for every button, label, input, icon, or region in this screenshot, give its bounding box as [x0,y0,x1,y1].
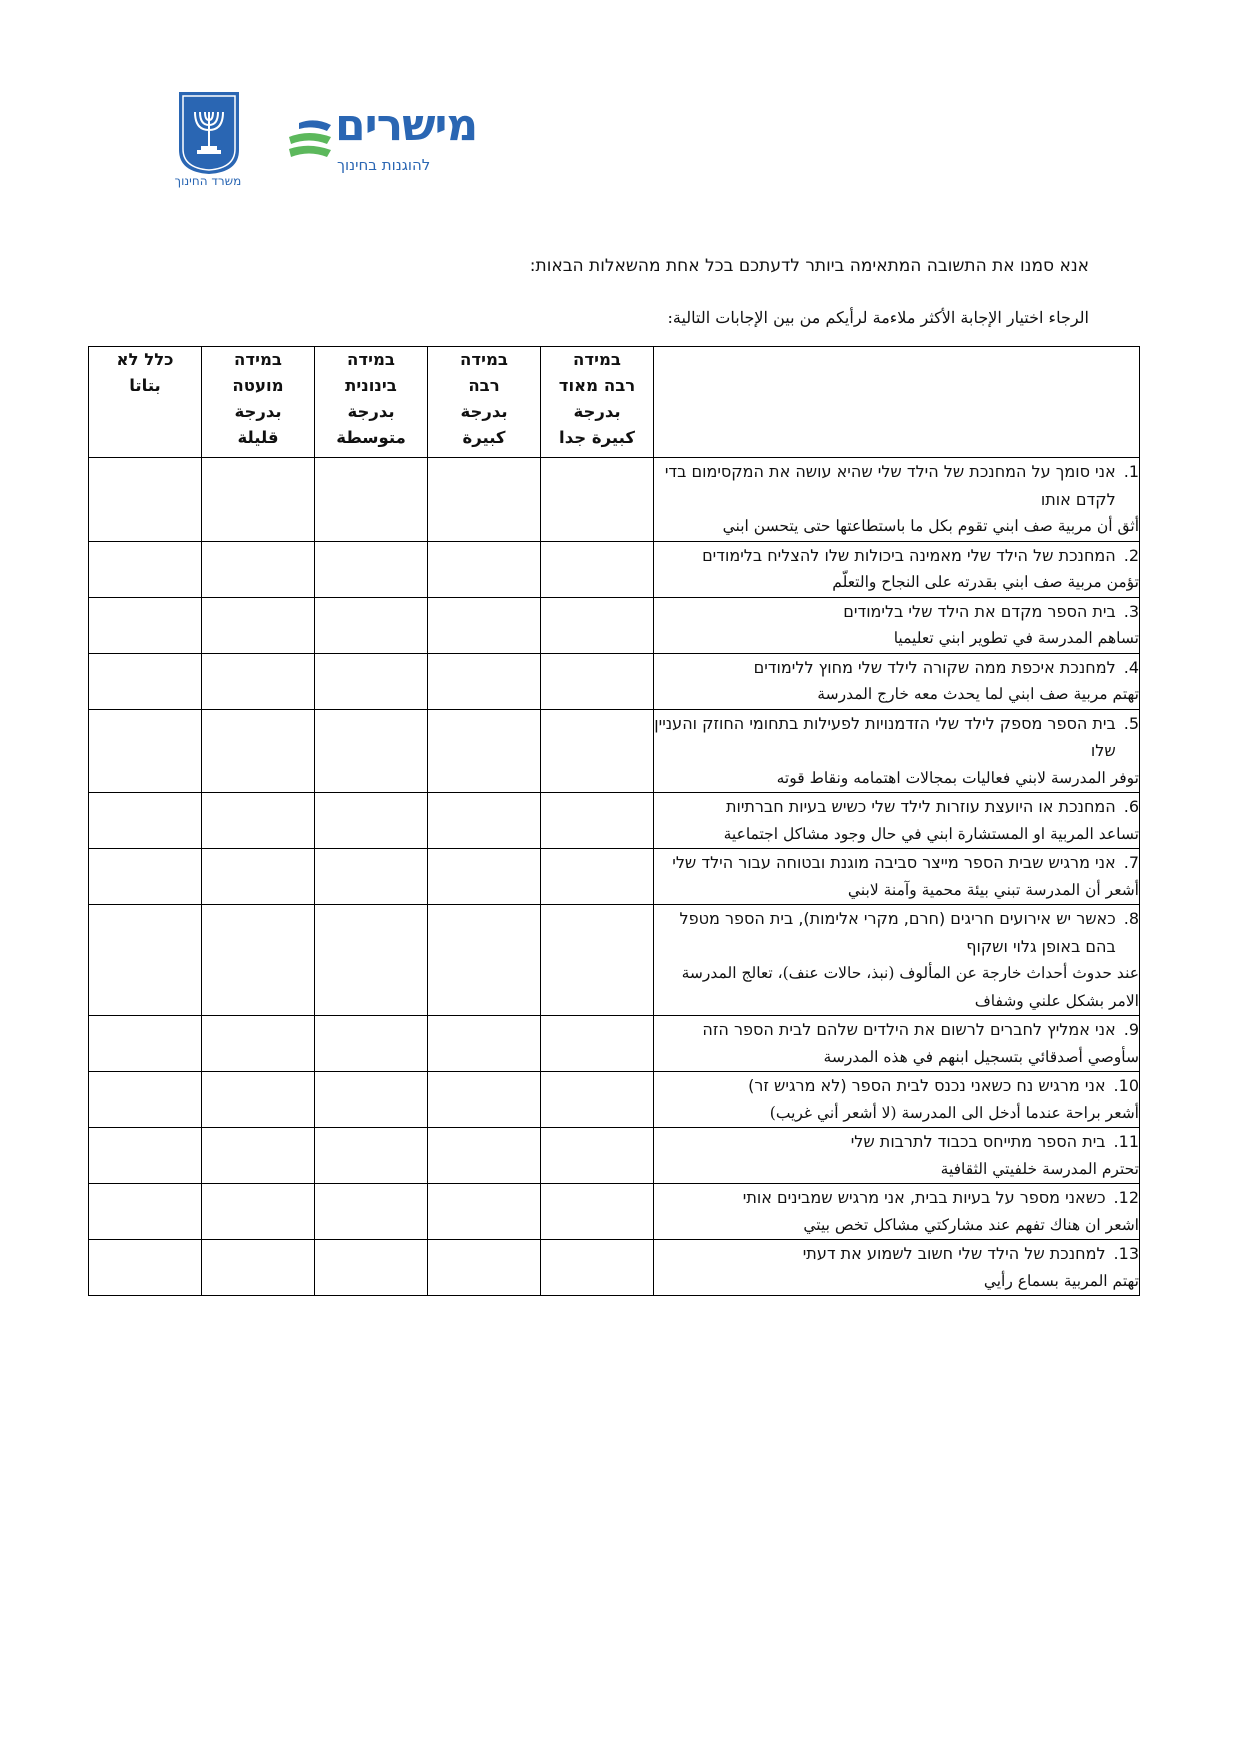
question-cell [654,709,1140,793]
option-header-line: بدرجة [347,402,395,421]
question-cell [654,1016,1140,1072]
answer-cell-option-3[interactable] [315,653,428,709]
question-number: 11. [1113,1132,1139,1151]
instructions-hebrew: אנא סמנו את התשובה המתאימה ביותר לדעתכם בכל אחת מהשאלות הבאות: [529,256,1089,276]
answer-cell-option-5[interactable] [89,597,202,653]
answer-cell-option-2[interactable] [428,541,541,597]
question-cell [654,541,1140,597]
option-header-line: במידה [460,350,508,369]
question-column-header [654,347,1140,458]
answer-cell-option-5[interactable] [89,653,202,709]
answer-cell-option-2[interactable] [428,1016,541,1072]
answer-cell-option-1[interactable] [541,653,654,709]
question-text-hebrew: כשאני מספר על בעיות בבית, אני מרגיש שמבינים אותי [742,1188,1106,1207]
option-header-3 [315,347,428,458]
question-number: 3. [1123,601,1139,621]
answer-cell-option-1[interactable] [541,1128,654,1184]
option-header-line: במידה [573,350,621,369]
answer-cell-option-4[interactable] [202,905,315,1016]
answer-cell-option-4[interactable] [202,849,315,905]
answer-cell-option-5[interactable] [89,905,202,1016]
answer-cell-option-1[interactable] [541,1240,654,1296]
table-row [89,653,1140,709]
question-text-arabic: سأوصي أصدقائي بتسجيل ابنهم في هذه المدرسة [823,1047,1139,1066]
answer-cell-option-1[interactable] [541,709,654,793]
answer-cell-option-5[interactable] [89,458,202,542]
table-row [89,1184,1140,1240]
option-header-line: במידה [347,350,395,369]
question-text-arabic: عند حدوث أحداث خارجة عن المألوف (نبذ، حالات عنف)، تعالج المدرسة الامر بشكل علني وشفاف [681,964,1139,1010]
question-text-hebrew: אני מרגיש נח כשאני נכנס לבית הספר (לא מרגיש זר) [748,1076,1106,1095]
answer-cell-option-4[interactable] [202,1184,315,1240]
table-row [89,597,1140,653]
question-cell [654,1072,1140,1128]
question-number: 12. [1113,1188,1139,1207]
question-cell [654,1240,1140,1296]
answer-cell-option-3[interactable] [315,793,428,849]
question-number: 6. [1123,797,1139,816]
answer-cell-option-1[interactable] [541,1072,654,1128]
question-text-hebrew: אני אמליץ לחברים לרשום את הילדים שלהם לבית הספר הזה [702,1020,1116,1039]
question-number: 13. [1113,1244,1139,1263]
question-number: 4. [1123,657,1139,677]
question-text-hebrew: בית הספר מספק לילד שלי הזדמנויות לפעילות בתחומי החוזק והעניין שלו [654,713,1116,760]
option-header-line: قليلة [237,428,279,447]
header-logos [170,80,490,190]
answer-cell-option-2[interactable] [428,597,541,653]
question-text-arabic: تساعد المربية او المستشارة ابني في حال وجود مشاكل اجتماعية [723,824,1139,843]
question-cell [654,1184,1140,1240]
answer-cell-option-5[interactable] [89,541,202,597]
answer-cell-option-2[interactable] [428,1240,541,1296]
table-row [89,1240,1140,1296]
question-text-arabic: أثق أن مربية صف ابني تقوم بكل ما باستطاعتها حتى يتحسن ابني [722,517,1139,535]
answer-cell-option-5[interactable] [89,709,202,793]
answer-cell-option-1[interactable] [541,1184,654,1240]
question-cell [654,597,1140,653]
question-cell [654,1128,1140,1184]
mesharim-stripes-icon [285,115,335,165]
question-text-hebrew: המחנכת של הילד שלי מאמינה ביכולות שלו להצליח בלימודים [702,545,1116,565]
question-text-arabic: تحترم المدرسة خلفيتي الثقافية [940,1159,1139,1178]
answer-cell-option-3[interactable] [315,905,428,1016]
answer-cell-option-2[interactable] [428,653,541,709]
answer-cell-option-2[interactable] [428,709,541,793]
answer-cell-option-4[interactable] [202,1072,315,1128]
answer-cell-option-5[interactable] [89,1128,202,1184]
answer-cell-option-3[interactable] [315,1128,428,1184]
question-text-arabic: تهتم مربية صف ابني لما يحدث معه خارج المدرسة [817,685,1139,703]
answer-cell-option-4[interactable] [202,541,315,597]
question-number: 10. [1113,1076,1139,1095]
question-cell [654,849,1140,905]
question-number: 2. [1123,545,1139,565]
table-row [89,849,1140,905]
answer-cell-option-5[interactable] [89,1240,202,1296]
answer-cell-option-1[interactable] [541,458,654,542]
answer-cell-option-2[interactable] [428,905,541,1016]
option-header-5 [89,347,202,458]
answer-cell-option-3[interactable] [315,458,428,542]
question-text-hebrew: בית הספר מתייחס בכבוד לתרבות שלי [850,1132,1106,1151]
option-header-2 [428,347,541,458]
option-header-line: רבה [468,376,500,395]
table-row [89,541,1140,597]
question-number: 7. [1123,853,1139,872]
answer-cell-option-4[interactable] [202,458,315,542]
table-row [89,905,1140,1016]
question-number: 8. [1123,909,1139,928]
question-text-arabic: أشعر براحة عندما أدخل الى المدرسة (لا أشعر أني غريب) [769,1103,1139,1122]
answer-cell-option-2[interactable] [428,849,541,905]
option-header-4 [202,347,315,458]
question-text-arabic: تهتم المربية بسماع رأيي [983,1271,1139,1290]
question-cell [654,905,1140,1016]
question-number: 1. [1123,462,1139,481]
question-text-hebrew: כאשר יש אירועים חריגים (חרם, מקרי אלימות), בית הספר מטפל בהם באופן גלוי ושקוף [679,909,1116,956]
table-row [89,1128,1140,1184]
question-text-hebrew: למחנכת איכפת ממה שקורה לילד שלי מחוץ ללימודים [753,657,1116,677]
answer-cell-option-3[interactable] [315,1184,428,1240]
answer-cell-option-5[interactable] [89,1184,202,1240]
option-header-line: بدرجة [460,402,508,421]
answer-cell-option-4[interactable] [202,709,315,793]
question-text-arabic: أشعر أن المدرسة تبني بيئة محمية وآمنة لابني [847,880,1139,899]
option-header-line: بدرجة [573,402,621,421]
option-header-line: متوسطة [336,428,406,447]
mesharim-logo [285,100,478,190]
answer-cell-option-4[interactable] [202,1016,315,1072]
table-row [89,709,1140,793]
question-text-arabic: تساهم المدرسة في تطوير ابني تعليميا [893,629,1139,647]
state-emblem-icon [175,88,243,176]
question-cell [654,793,1140,849]
question-text-hebrew: אני סומך על המחנכת של הילד שלי שהיא עושה את המקסימום בדי לקדם אותו [664,462,1116,509]
answer-cell-option-1[interactable] [541,849,654,905]
answer-cell-option-1[interactable] [541,1016,654,1072]
question-number: 9. [1123,1020,1139,1039]
option-header-1 [541,347,654,458]
option-header-line: בינונית [345,376,397,395]
table-row [89,1016,1140,1072]
answer-cell-option-3[interactable] [315,1072,428,1128]
answer-cell-option-3[interactable] [315,849,428,905]
option-header-line: כלל לא [116,350,174,369]
survey-table [88,346,1140,1296]
answer-cell-option-2[interactable] [428,793,541,849]
question-text-hebrew: למחנכת של הילד שלי חשוב לשמוע את דעתי [802,1244,1106,1263]
table-header-row [89,347,1140,458]
answer-cell-option-1[interactable] [541,793,654,849]
question-text-hebrew: בית הספר מקדם את הילד שלי בלימודים [843,601,1116,621]
brand-name: מישרים [335,100,478,151]
question-cell [654,653,1140,709]
question-text-hebrew: אני מרגיש שבית הספר מייצר סביבה מוגנת ובטוחה עבור הילד שלי [672,853,1116,872]
answer-cell-option-5[interactable] [89,1072,202,1128]
ministry-label: משרד החינוך [174,174,242,188]
option-header-line: بتاتا [129,376,161,395]
question-text-arabic: تؤمن مربية صف ابني بقدرته على النجاح والتعلّم [832,573,1139,591]
answer-cell-option-2[interactable] [428,1128,541,1184]
option-header-line: بدرجة [234,402,282,421]
answer-cell-option-1[interactable] [541,597,654,653]
option-header-line: במידה [234,350,282,369]
question-number: 5. [1123,713,1139,733]
option-header-line: كبيرة [462,428,506,447]
table-row [89,458,1140,542]
option-header-line: מועטה [232,376,284,395]
option-header-line: كبيرة جدا [559,428,635,447]
answer-cell-option-3[interactable] [315,1240,428,1296]
question-text-arabic: توفر المدرسة لابني فعاليات بمجالات اهتمامه ونقاط قوته [776,768,1139,787]
answer-cell-option-2[interactable] [428,1072,541,1128]
answer-cell-option-2[interactable] [428,1184,541,1240]
answer-cell-option-5[interactable] [89,849,202,905]
answer-cell-option-3[interactable] [315,541,428,597]
question-text-arabic: اشعر ان هناك تفهم عند مشاركتي مشاكل تخص بيتي [803,1215,1139,1234]
answer-cell-option-4[interactable] [202,1240,315,1296]
answer-cell-option-1[interactable] [541,905,654,1016]
table-row [89,1072,1140,1128]
answer-cell-option-4[interactable] [202,793,315,849]
answer-cell-option-3[interactable] [315,597,428,653]
brand-subtitle: להוגנות בחינוך [337,156,431,174]
question-text-hebrew: המחנכת או היועצת עוזרות לילד שלי כשיש בעיות חברתיות [725,797,1116,816]
answer-cell-option-5[interactable] [89,793,202,849]
instructions-arabic: الرجاء اختيار الإجابة الأكثر ملاءمة لرأيكم من بين الإجابات التالية: [667,308,1089,327]
answer-cell-option-2[interactable] [428,458,541,542]
answer-cell-option-4[interactable] [202,1128,315,1184]
question-cell [654,458,1140,542]
option-header-line: רבה מאוד [558,376,636,395]
table-row [89,793,1140,849]
answer-cell-option-5[interactable] [89,1016,202,1072]
answer-cell-option-3[interactable] [315,709,428,793]
answer-cell-option-1[interactable] [541,541,654,597]
answer-cell-option-4[interactable] [202,597,315,653]
answer-cell-option-4[interactable] [202,653,315,709]
answer-cell-option-3[interactable] [315,1016,428,1072]
